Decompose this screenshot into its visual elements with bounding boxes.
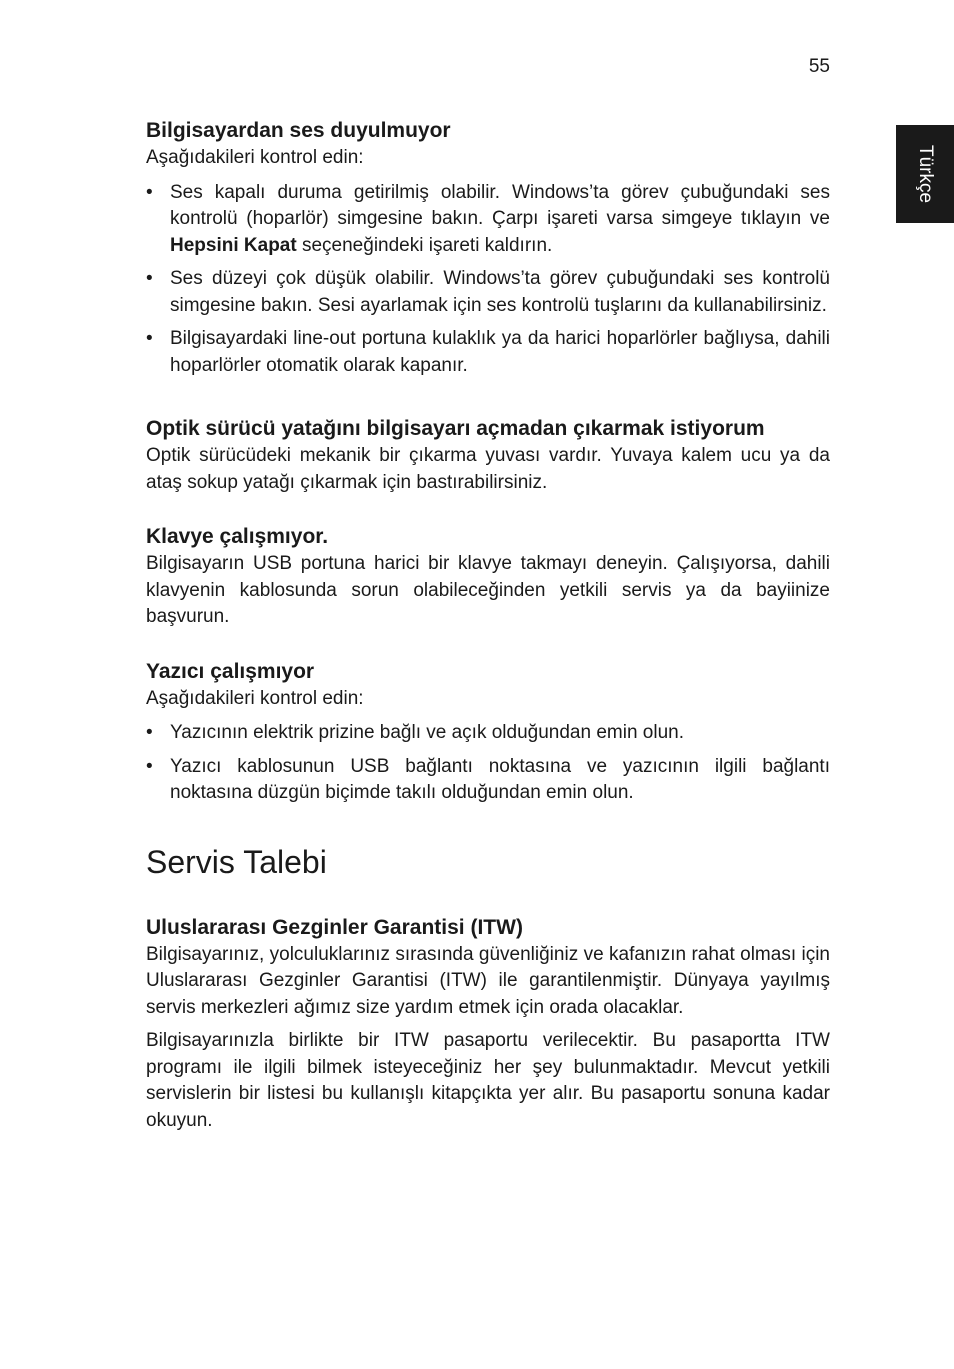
language-tab <box>896 125 954 223</box>
list-item-bold-text: Hepsini Kapat <box>170 234 297 256</box>
itw-paragraph: Bilgisayarınız, yolculuklarınız sırasında güvenliğiniz ve kafanızın rahat olması için Uluslararası Gezginler Garantisi (ITW) ile garantilenmiştir. Dünyaya yayılmış servis merkezleri ağımız size yardım etmek için orada olacaklar. <box>146 943 830 1018</box>
page-content <box>146 117 830 1134</box>
section-intro: Aşağıdakileri kontrol edin: <box>146 687 364 709</box>
section-heading-no-sound: Bilgisayardan ses duyulmuyor <box>146 119 451 142</box>
section-heading-optical-drive: Optik sürücü yatağını bilgisayarı açmadan çıkarmak istiyorum <box>146 417 765 440</box>
list-item <box>146 326 830 379</box>
list-item-text: seçeneğindeki işareti kaldırın. <box>296 234 553 256</box>
section-body: Bilgisayarın USB portuna harici bir klavye takmayı deneyin. Çalışıyorsa, dahili klavyenin kablosunda sorun olabileceğinden yetkili servis ya da bayiinize başvurun. <box>146 553 830 627</box>
chapter-title: Servis Talebi <box>146 843 327 880</box>
list-item <box>146 266 830 319</box>
bullet-icon: • <box>146 268 153 289</box>
bullet-list <box>146 180 830 380</box>
bullet-icon: • <box>146 755 153 777</box>
section-heading-printer: Yazıcı çalışmıyor <box>146 659 315 683</box>
list-item-text: Bilgisayardaki line-out portuna kulaklık ya da harici hoparlörler bağlıysa, dahili hoparlörler otomatik olarak kapanır. <box>170 328 830 376</box>
page-number: 55 <box>808 56 830 77</box>
list-item-text: Yazıcının elektrik prizine bağlı ve açık olduğundan emin olun. <box>170 722 685 743</box>
bullet-icon: • <box>146 722 153 743</box>
list-item <box>146 720 830 747</box>
language-tab-label: Türkçe <box>915 144 936 204</box>
section-body: Optik sürücüdeki mekanik bir çıkarma yuvası vardır. Yuvaya kalem ucu ya da ataş sokup yatağı çıkarmak için bastırabilirsiniz. <box>146 445 830 493</box>
list-item <box>146 180 830 260</box>
section-intro: Aşağıdakileri kontrol edin: <box>146 147 364 168</box>
list-item-text: Yazıcı kablosunun USB bağlantı noktasına ve yazıcının ilgili bağlantı noktasına düzgün biçimde takılı olduğundan emin olun. <box>170 755 830 803</box>
list-item-text: Ses kapalı duruma getirilmiş olabilir. Windows’ta görev çubuğundaki ses kontrolü (hoparlör) simgesine bakın. Çarpı işareti varsa simgeye tıklayın ve <box>170 181 830 229</box>
itw-paragraph: Bilgisayarınızla birlikte bir ITW pasaportu verilecektir. Bu pasaportta ITW programı ile ilgili bilmek isteyeceğiniz her şey bulunmaktadır. Mevcut yetkili servislerin bir listesi bu kullanışlı kitapçıkta yer alır. Bu pasaportu sonuna kadar okuyun. <box>146 1030 830 1131</box>
bullet-icon: • <box>146 328 153 349</box>
bullet-list <box>146 720 830 807</box>
section-heading-keyboard: Klavye çalışmıyor. <box>146 525 329 548</box>
section-heading-itw: Uluslararası Gezginler Garantisi (ITW) <box>146 915 523 939</box>
list-item-text: Ses düzeyi çok düşük olabilir. Windows’ta görev çubuğundaki ses kontrolü simgesine bakın. Sesi ayarlamak için ses kontrolü tuşlarını da kullanabilirsiniz. <box>170 268 830 316</box>
list-item <box>146 754 830 807</box>
bullet-icon: • <box>146 181 153 203</box>
